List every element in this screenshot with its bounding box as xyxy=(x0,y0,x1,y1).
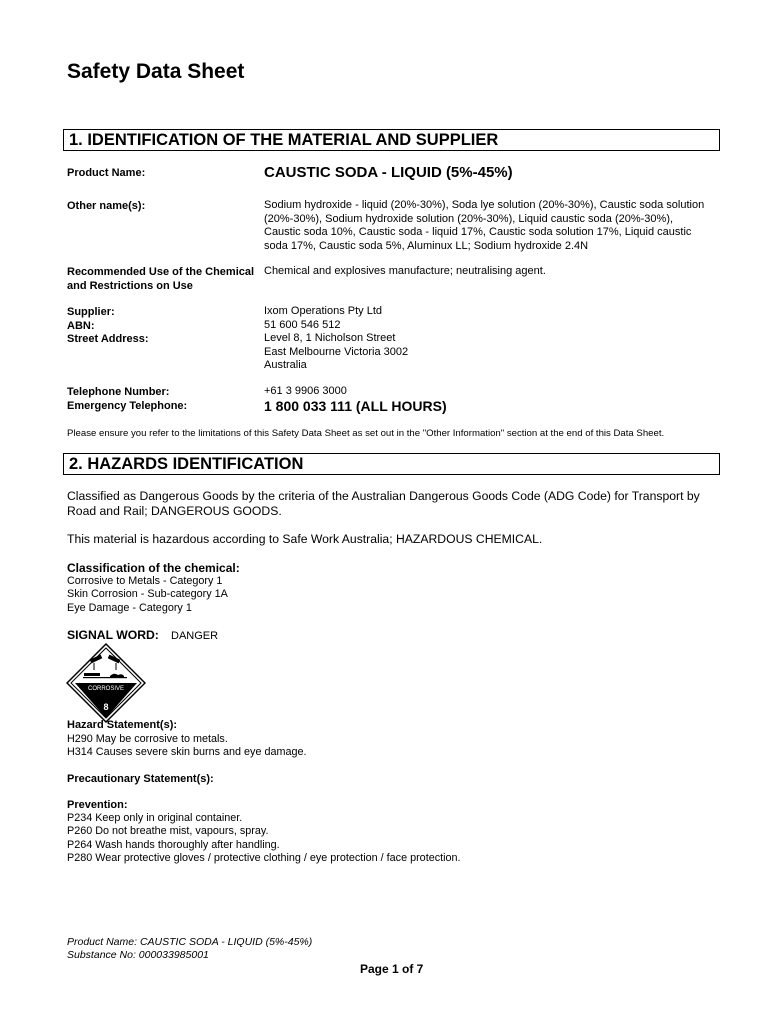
telephone-labels xyxy=(67,386,187,413)
section-1-header xyxy=(63,129,720,151)
address-line: Australia xyxy=(264,359,307,371)
product-name-value: CAUSTIC SODA - LIQUID (5%-45%) xyxy=(264,164,513,181)
recommended-use-label-line: and Restrictions on Use xyxy=(67,279,193,292)
prevention-heading: Prevention: xyxy=(67,799,128,811)
precautionary-heading: Precautionary Statement(s): xyxy=(67,773,214,785)
supplier-values xyxy=(264,305,408,373)
other-names-line: Caustic soda 10%, Caustic soda - liquid 17%, Caustic soda solution 17%, Liquid caustic xyxy=(264,226,692,238)
recommended-use-label xyxy=(67,266,254,293)
other-names-line: (20%-30%), Sodium hydroxide solution (20%-30%), Liquid caustic soda (20%-30%), xyxy=(264,212,674,225)
address-line: East Melbourne Victoria 3002 xyxy=(264,345,409,358)
address-line: Level 8, 1 Nicholson Street xyxy=(264,332,396,344)
dangerous-goods-statement xyxy=(67,489,700,519)
other-names-line: soda 17%, Caustic soda 5%, Aluminux LL; Sodium hydroxide 2.4N xyxy=(264,239,589,252)
supplier-label: Supplier: xyxy=(67,306,115,318)
abn-value: 51 600 546 512 xyxy=(264,318,341,331)
classification-item: Skin Corrosion - Sub-category 1A xyxy=(67,588,228,601)
prevention-item: P264 Wash hands thoroughly after handling. xyxy=(67,838,280,851)
classification-list xyxy=(67,575,228,615)
classification-heading: Classification of the chemical: xyxy=(67,561,240,575)
document-title: Safety Data Sheet xyxy=(67,60,245,83)
footer-substance-no: Substance No: 000033985001 xyxy=(67,949,209,961)
street-address-label: Street Address: xyxy=(67,333,149,345)
dangerous-goods-line: Road and Rail; DANGEROUS GOODS. xyxy=(67,504,282,518)
section-2-header xyxy=(63,453,720,475)
supplier-value: Ixom Operations Pty Ltd xyxy=(264,305,382,317)
telephone-label: Telephone Number: xyxy=(67,386,170,398)
signal-word-label: SIGNAL WORD: xyxy=(67,628,159,642)
corrosive-pictogram-icon xyxy=(66,643,146,723)
supplier-labels xyxy=(67,306,149,347)
product-name-label: Product Name: xyxy=(67,167,146,179)
abn-label: ABN: xyxy=(67,319,95,332)
recommended-use-label-line: Recommended Use of the Chemical xyxy=(67,266,255,278)
signal-word-value: DANGER xyxy=(171,630,219,642)
hazard-statement: H314 Causes severe skin burns and eye damage. xyxy=(67,746,307,759)
other-names-value xyxy=(264,199,704,253)
other-names-line: Sodium hydroxide - liquid (20%-30%), Soda lye solution (20%-30%), Caustic soda solution xyxy=(264,199,705,211)
recommended-use-value: Chemical and explosives manufacture; neutralising agent. xyxy=(264,265,546,277)
hazard-statements-heading: Hazard Statement(s): xyxy=(67,719,178,731)
page-number: Page 1 of 7 xyxy=(360,962,424,976)
hazard-statements-list xyxy=(67,733,306,760)
prevention-item: P280 Wear protective gloves / protective clothing / eye protection / face protection. xyxy=(67,851,461,864)
section-1-heading: 1. IDENTIFICATION OF THE MATERIAL AND SUPPLIER xyxy=(69,131,499,149)
pictogram-label: CORROSIVE xyxy=(87,686,125,692)
prevention-item: P260 Do not breathe mist, vapours, spray. xyxy=(67,825,269,838)
other-names-label: Other name(s): xyxy=(67,200,146,212)
footer-product-name: Product Name: CAUSTIC SODA - LIQUID (5%-45%) xyxy=(67,936,313,948)
pictogram-class: 8 xyxy=(103,702,109,712)
telephone-value: +61 3 9906 3000 xyxy=(264,385,347,397)
classification-item: Corrosive to Metals - Category 1 xyxy=(67,575,223,587)
prevention-list xyxy=(67,812,461,865)
hazard-statement: H290 May be corrosive to metals. xyxy=(67,733,228,745)
dangerous-goods-line: Classified as Dangerous Goods by the criteria of the Australian Dangerous Goods Code (ADG Code) for Transport by xyxy=(67,489,700,503)
section-2-heading: 2. HAZARDS IDENTIFICATION xyxy=(69,455,304,473)
limitations-note: Please ensure you refer to the limitations of this Safety Data Sheet as set out in the "Other Information" section at the end of this Data Sheet. xyxy=(67,428,665,439)
footer-info xyxy=(67,936,312,962)
hazardous-statement: This material is hazardous according to Safe Work Australia; HAZARDOUS CHEMICAL. xyxy=(67,532,543,546)
classification-item: Eye Damage - Category 1 xyxy=(67,601,192,614)
prevention-item: P234 Keep only in original container. xyxy=(67,812,243,824)
emergency-telephone-label: Emergency Telephone: xyxy=(67,399,188,412)
emergency-telephone-value: 1 800 033 111 (ALL HOURS) xyxy=(264,398,447,414)
